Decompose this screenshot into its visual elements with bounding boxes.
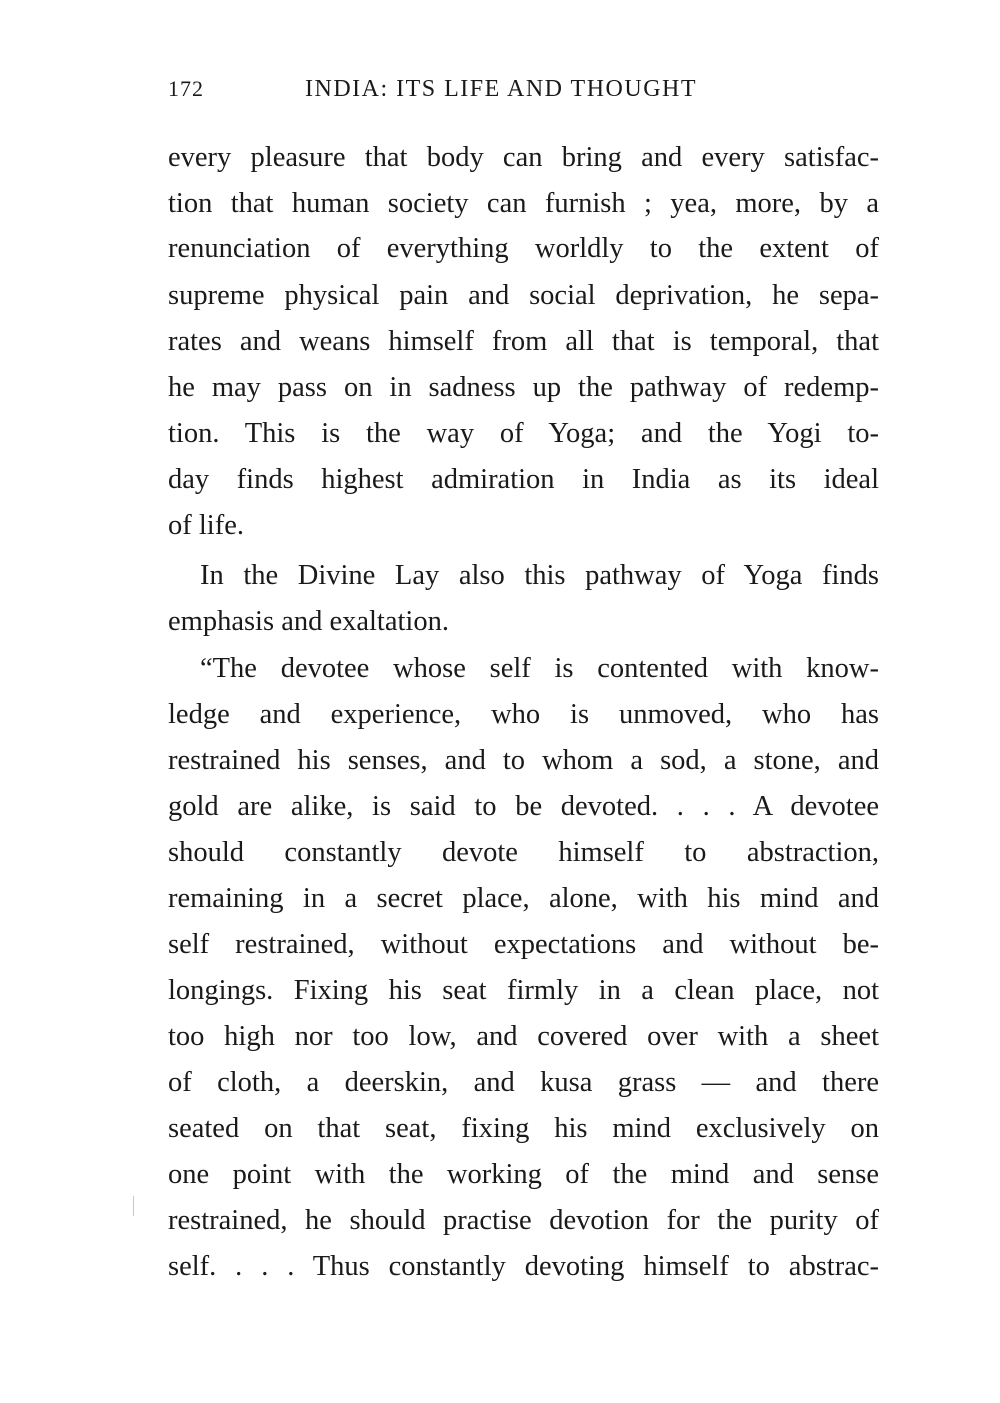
text-line: every pleasure that body can bring and every satisfac- xyxy=(168,142,879,173)
text-line: longings. Fixing his seat firmly in a clean place, not xyxy=(168,975,879,1006)
text-line: ledge and experience, who is unmoved, who has xyxy=(168,699,879,730)
text-line: emphasis and exaltation. xyxy=(168,606,449,637)
text-line: of life. xyxy=(168,510,244,541)
page-number: 172 xyxy=(168,76,204,101)
running-title: INDIA: ITS LIFE AND THOUGHT xyxy=(305,76,698,102)
text-line: In the Divine Lay also this pathway of Yoga finds xyxy=(200,560,879,591)
text-line: of cloth, a deerskin, and kusa grass — and there xyxy=(168,1067,879,1098)
text-line: “The devotee whose self is contented with know- xyxy=(200,653,879,684)
text-line: supreme physical pain and social deprivation, he sepa- xyxy=(168,280,879,311)
margin-mark xyxy=(133,1196,134,1216)
text-line: restrained his senses, and to whom a sod, a stone, and xyxy=(168,745,879,776)
text-line: renunciation of everything worldly to the extent of xyxy=(168,233,879,264)
text-line: self. . . . Thus constantly devoting himself to abstrac- xyxy=(168,1251,879,1282)
text-line: restrained, he should practise devotion for the purity of xyxy=(168,1205,879,1236)
text-line: gold are alike, is said to be devoted. . . . A devotee xyxy=(168,791,879,822)
text-line: should constantly devote himself to abstraction, xyxy=(168,837,879,868)
text-line: he may pass on in sadness up the pathway of redemp- xyxy=(168,372,879,403)
text-line: tion. This is the way of Yoga; and the Yogi to- xyxy=(168,418,879,449)
text-line: too high nor too low, and covered over with a sheet xyxy=(168,1021,879,1052)
text-line: rates and weans himself from all that is temporal, that xyxy=(168,326,879,357)
text-line: one point with the working of the mind and sense xyxy=(168,1159,879,1190)
text-line: self restrained, without expectations and without be- xyxy=(168,929,879,960)
page-header xyxy=(168,76,880,110)
text-line: tion that human society can furnish ; yea, more, by a xyxy=(168,188,879,219)
text-line: seated on that seat, fixing his mind exclusively on xyxy=(168,1113,879,1144)
text-line: remaining in a secret place, alone, with his mind and xyxy=(168,883,879,914)
text-line: day finds highest admiration in India as its ideal xyxy=(168,464,879,495)
